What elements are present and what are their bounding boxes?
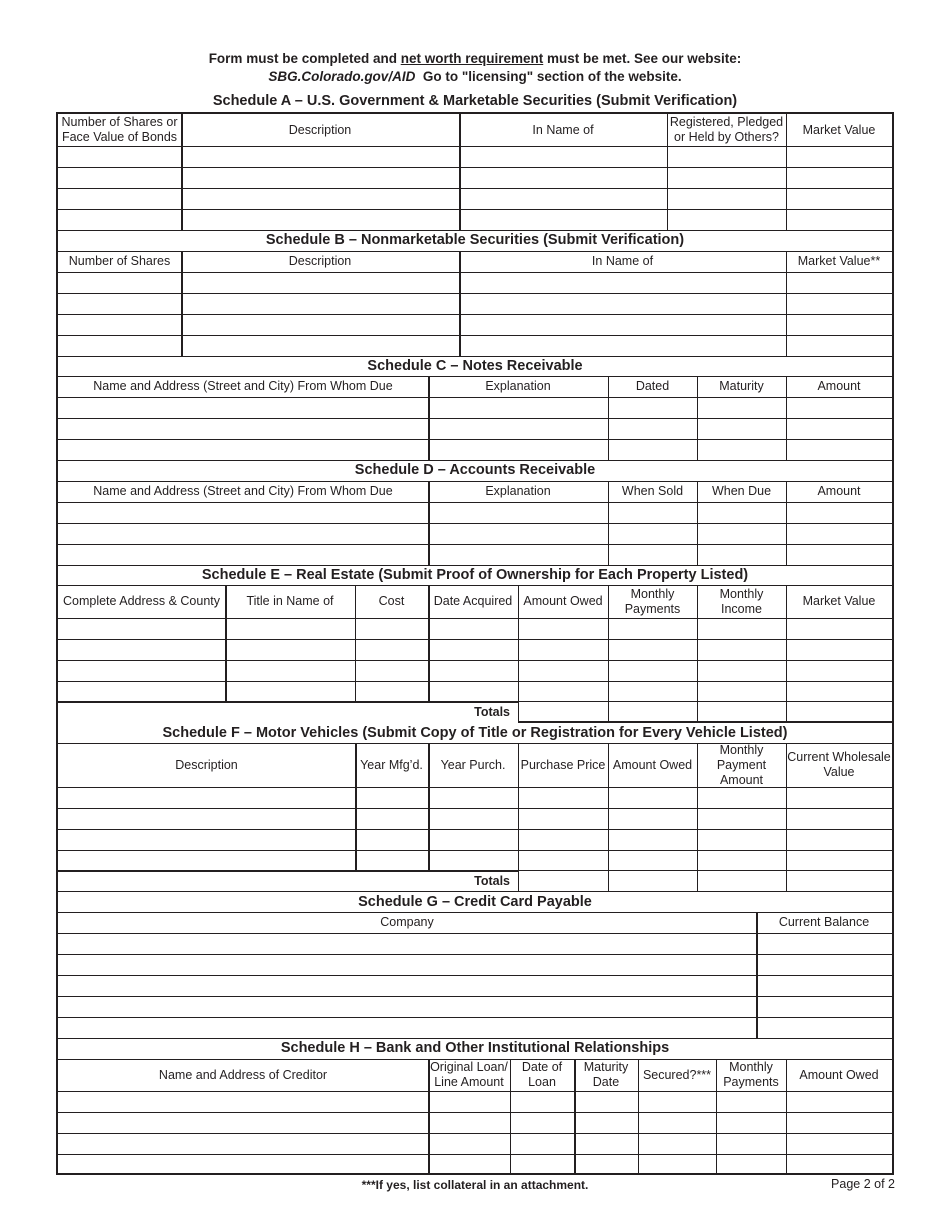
- column-header: Title in Name of: [246, 594, 334, 608]
- column-header: Amount Owed: [523, 594, 603, 608]
- column-header: Purchase Price: [520, 757, 606, 772]
- column-header: Current Balance: [778, 915, 870, 929]
- row-rule: [58, 523, 892, 524]
- row-rule: [58, 975, 892, 976]
- column-header: In Name of: [532, 122, 594, 137]
- column-rule: [716, 1059, 717, 1174]
- row-rule: [58, 188, 892, 189]
- column-header: In Name of: [591, 254, 654, 268]
- column-rule: [428, 1059, 430, 1174]
- totals-label: Totals: [474, 705, 510, 719]
- column-rule: [667, 114, 668, 230]
- column-rule: [181, 114, 183, 230]
- column-header: Description: [288, 254, 352, 268]
- header-text: Go to "licensing" section of the website.: [415, 69, 682, 84]
- column-rule: [428, 481, 430, 565]
- schedule-c-title: Schedule C – Notes Receivable: [367, 358, 583, 374]
- row-rule: [58, 1112, 892, 1113]
- column-rule: [697, 376, 698, 460]
- footnote: ***If yes, list collateral in an attachment.: [361, 1178, 589, 1192]
- column-header: Amount: [817, 379, 861, 393]
- row-rule: [58, 850, 892, 851]
- column-header: Cost: [378, 594, 405, 608]
- header-text: must be met. See our website:: [543, 51, 742, 66]
- column-rule: [181, 251, 183, 356]
- column-rule: [518, 585, 519, 722]
- column-rule: [697, 743, 698, 891]
- column-rule: [638, 1059, 639, 1174]
- column-header: Monthly Payments: [624, 586, 681, 616]
- column-header: When Due: [711, 484, 772, 498]
- column-header: Amount Owed: [612, 757, 693, 772]
- column-rule: [428, 585, 430, 701]
- column-rule: [355, 585, 356, 701]
- column-rule: [459, 114, 461, 230]
- row-rule: [58, 933, 892, 934]
- column-header: Monthly Payment Amount: [716, 742, 767, 787]
- column-rule: [355, 743, 357, 870]
- column-header: Number of Shares: [68, 254, 171, 268]
- page-number: Page 2 of 2: [831, 1177, 895, 1191]
- column-header: Monthly Income: [719, 586, 764, 616]
- column-header: Explanation: [485, 379, 551, 393]
- column-rule: [518, 743, 519, 891]
- column-header: Market Value: [802, 594, 876, 608]
- column-header: Date of Loan: [521, 1060, 563, 1089]
- column-rule: [786, 114, 787, 230]
- column-rule: [697, 585, 698, 722]
- schedule-f-title: Schedule F – Motor Vehicles (Submit Copy of Title or Registration for Every Vehicle Listed): [162, 725, 788, 741]
- column-rule: [510, 1059, 511, 1174]
- column-header: Original Loan/ Line Amount: [430, 1060, 508, 1089]
- column-rule: [608, 481, 609, 565]
- row-rule: [58, 808, 892, 809]
- column-header: Description: [175, 757, 238, 772]
- column-rule: [697, 481, 698, 565]
- schedule-a-title: Schedule A – U.S. Government & Marketable Securities (Submit Verification): [212, 93, 738, 109]
- column-header: Current Wholesale Value: [787, 750, 891, 779]
- column-header: Amount: [817, 484, 861, 498]
- row-rule: [58, 1017, 892, 1018]
- schedule-b-title: Schedule B – Nonmarketable Securities (Submit Verification): [265, 232, 685, 248]
- column-header: Market Value: [802, 122, 876, 137]
- header-line-1: [0, 51, 950, 66]
- column-rule: [608, 376, 609, 460]
- column-rule: [786, 585, 787, 722]
- row-rule: [58, 146, 892, 147]
- column-header: When Sold: [621, 484, 684, 498]
- column-header: Complete Address & County: [62, 594, 221, 608]
- column-header: Dated: [635, 379, 670, 393]
- column-header: Registered, Pledged or Held by Others?: [669, 115, 784, 144]
- row-rule: [58, 272, 892, 273]
- row-rule: [58, 397, 892, 398]
- schedule-e-title: Schedule E – Real Estate (Submit Proof of Ownership for Each Property Listed): [201, 567, 749, 583]
- schedule-h-title: Schedule H – Bank and Other Institutional Relationships: [280, 1040, 670, 1056]
- column-header: Year Purch.: [440, 757, 506, 772]
- row-rule: [58, 439, 892, 440]
- column-header: Name and Address (Street and City) From Whom Due: [93, 484, 393, 498]
- column-rule: [225, 585, 227, 701]
- row-rule: [58, 1091, 892, 1092]
- column-rule: [428, 743, 430, 870]
- row-rule: [58, 418, 892, 419]
- row-rule: [58, 502, 892, 503]
- column-header: Name and Address of Creditor: [158, 1067, 328, 1082]
- row-rule: [58, 618, 892, 619]
- header-text: Form must be completed and: [208, 51, 401, 66]
- row-rule: [58, 681, 892, 682]
- row-rule: [58, 660, 892, 661]
- row-rule: [58, 1154, 892, 1155]
- website-text: SBG.Colorado.gov/AID: [268, 69, 416, 84]
- schedule-g-title: Schedule G – Credit Card Payable: [358, 894, 592, 910]
- row-rule: [58, 787, 892, 788]
- column-header: Market Value**: [797, 254, 881, 268]
- row-rule: [58, 544, 892, 545]
- column-rule: [786, 481, 787, 565]
- header-line-2: [0, 69, 950, 84]
- column-header: Number of Shares or Face Value of Bonds: [61, 115, 178, 144]
- net-worth-requirement-text: net worth requirement: [400, 51, 544, 66]
- column-rule: [786, 1059, 787, 1174]
- column-header: Maturity Date: [583, 1060, 629, 1089]
- column-header: Maturity: [719, 379, 764, 393]
- row-rule: [58, 1133, 892, 1134]
- row-rule: [58, 293, 892, 294]
- row-rule: [58, 639, 892, 640]
- row-rule: [58, 335, 892, 336]
- row-rule: [58, 314, 892, 315]
- column-header: Description: [288, 122, 352, 137]
- column-header: Monthly Payments: [723, 1060, 779, 1089]
- column-header: Name and Address (Street and City) From Whom Due: [93, 379, 393, 393]
- column-header: Amount Owed: [799, 1067, 879, 1082]
- column-header: Explanation: [485, 484, 551, 498]
- column-header: Company: [380, 915, 434, 929]
- row-rule: [58, 829, 892, 830]
- column-rule: [786, 251, 787, 356]
- row-rule: [58, 167, 892, 168]
- schedule-d-title: Schedule D – Accounts Receivable: [354, 462, 596, 478]
- column-rule: [574, 1059, 576, 1174]
- column-rule: [428, 376, 430, 460]
- row-rule: [518, 701, 892, 702]
- column-header: Secured?***: [642, 1067, 712, 1082]
- row-rule: [58, 996, 892, 997]
- row-rule: [58, 209, 892, 210]
- column-header: Date Acquired: [433, 594, 513, 608]
- column-rule: [608, 743, 609, 891]
- column-rule: [786, 743, 787, 891]
- column-rule: [756, 912, 758, 1038]
- column-rule: [608, 585, 609, 722]
- column-rule: [459, 251, 461, 356]
- column-header: Year Mfg’d.: [360, 757, 423, 772]
- column-rule: [786, 376, 787, 460]
- row-rule: [58, 954, 892, 955]
- row-rule: [518, 870, 892, 871]
- totals-label: Totals: [474, 874, 510, 888]
